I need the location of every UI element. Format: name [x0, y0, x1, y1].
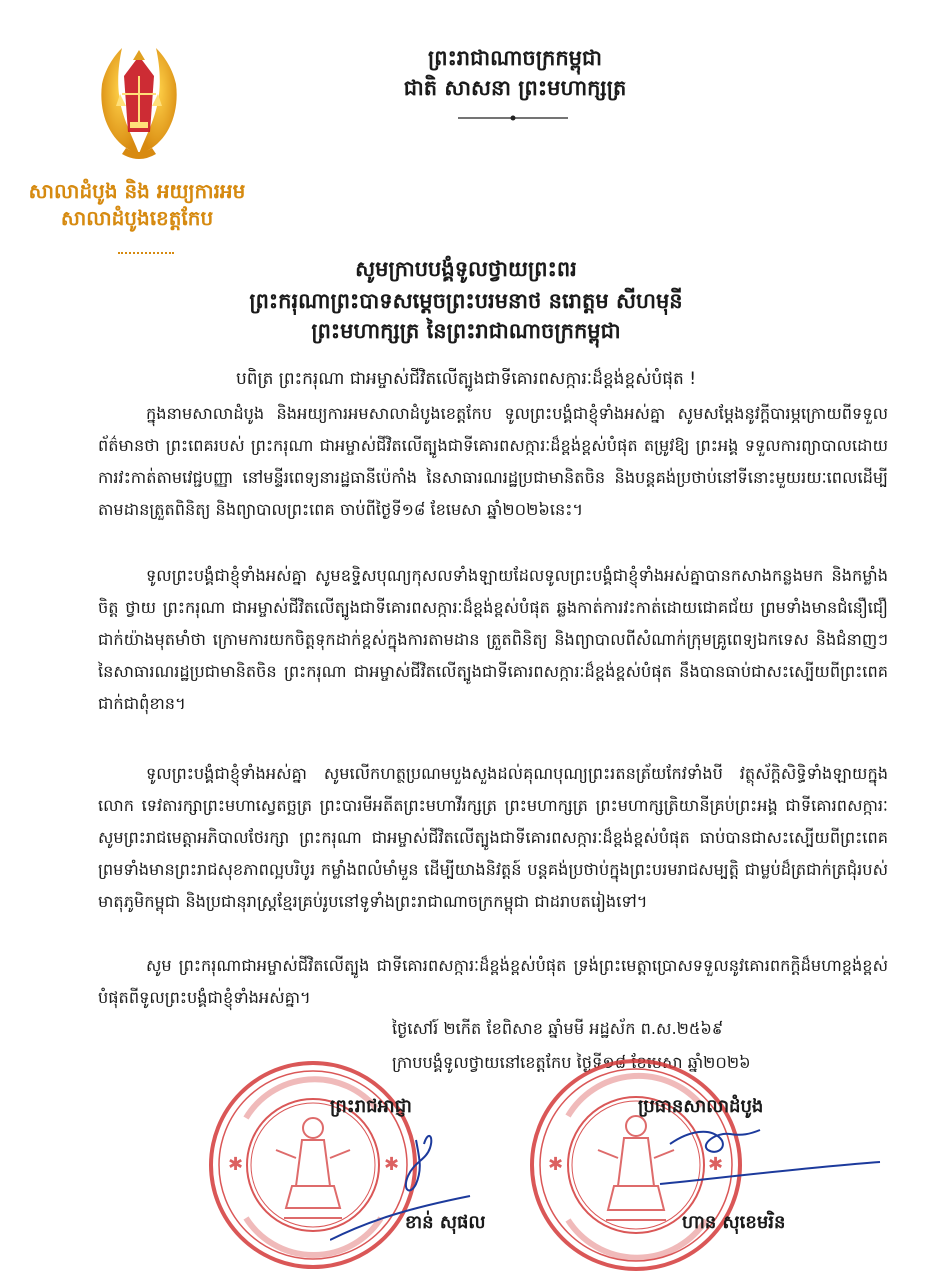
national-motto: ជាតិ សាសនា ព្រះមហាក្សត្រ: [403, 76, 627, 100]
body-paragraph-3: ទូលព្រះបង្គំជាខ្ញុំទាំងអស់គ្នា សូមលើកហត្ថប្រណមបួងសួងដល់គុណបុណ្យព្រះរតនត្រ័យកែវទាំងបី វត្ថុស័ក្តិសិទ្ធិទាំងឡាយក្នុងលោក ទេវតារក្សាព្រះមហាស្វេតច្ឆត្រ ព្រះបារមីអតីតព្រះមហាវីរក្សត្រ ព្រះមហាក្សត្រ ព្រះមហាក្សត្រិយានីគ្រប់ព្រះអង្គ ជាទីគោរពសក្ការៈ សូមព្រះរាជមេត្តាអភិបាលថែរក្សា ព្រះករុណា ជាអម្ចាស់ជីវិតលើត្បូងជាទីគោរពសក្ការៈដ៏ខ្ពង់ខ្ពស់បំផុត ធាប់បានជាសះស្បើយពីព្រះពេគ ព្រមទាំងមានព្រះរាជសុខភាពល្អបរិបូរ កម្លាំងពលំមាំមួន ដើម្បីយាងនិវត្តន៍ បន្តគង់ប្រថាប់ក្នុងព្រះបរមរាជសម្បត្តិ ជាម្លប់ដ៏ត្រជាក់ត្រជុំរបស់មាតុភូមិកម្ពុជា និងប្រជានុរាស្ត្រខ្មែរគ្រប់រូបនៅទូទាំងព្រះរាជាណាចក្រកម្ពុជា ជាដរាបតរៀងទៅ។: [98, 764, 888, 911]
prosecutor-title: ព្រះរាជអាជ្ញា: [330, 1096, 412, 1117]
lunar-date: ថ្ងៃសៅរ៍ ២កើត ខែពិសាខ ឆ្នាំមមី អដ្ឋស័ក ព.ស.២៥៦៩: [392, 1019, 724, 1038]
body-paragraph-1: ក្នុងនាមសាលាដំបូង និងអយ្យការអមសាលាដំបូងខេត្តកែប ទូលព្រះបង្គំជាខ្ញុំទាំងអស់គ្នា សូមសម្តែងនូវក្តីបារម្ភក្រោយពីទទួលព័ត៌មានថា ព្រះពេគរបស់ ព្រះករុណា ជាអម្ចាស់ជីវិតលើត្បូងជាទីគោរពសក្ការៈដ៏ខ្ពង់ខ្ពស់បំផុត តម្រូវឱ្យ ព្រះអង្គ ទទួលការព្យាបាលដោយការវះកាត់តាមវេជ្ជបញ្ញា នៅមន្ទីរពេទ្យនារដ្ឋធានីប៉េកាំង នៃសាធារណរដ្ឋប្រជាមានិតចិន និងបន្តគង់ប្រថាប់នៅទីនោះមួយរយៈពេលដើម្បី តាមដានត្រួតពិនិត្យ និងព្យាបាលព្រះពេគ ចាប់ពីថ្ងៃទី១៨ ខែមេសា ឆ្នាំ២០២៦នេះ។: [98, 404, 888, 519]
body-paragraph-4: សូម ព្រះករុណាជាអម្ចាស់ជីវិតលើត្បូង ជាទីគោរពសក្ការៈដ៏ខ្ពង់ខ្ពស់បំផុត ទ្រង់ព្រះមេត្តាប្រោសទទួលនូវគោរពកក្តិដ៏មហាខ្ពង់ខ្ពស់បំផុតពីទូលព្រះបង្គំជាខ្ញុំទាំងអស់គ្នា។: [98, 956, 888, 1007]
salutation-line3: ព្រះមហាក្សត្រ នៃព្រះរាជាណាចក្រកម្ពុជា: [311, 319, 621, 343]
solar-date: ក្រាបបង្គំទូលថ្វាយនៅខេត្តកែប ថ្ងៃទី១៨ ខែមេសា ឆ្នាំ២០២៦: [392, 1053, 751, 1072]
court-emblem-icon: [92, 36, 186, 166]
institution-name-line2: សាលាដំបូងខេត្តកែប: [60, 206, 214, 230]
salutation-line1: សូមក្រាបបង្គំទូលថ្វាយព្រះពរ: [355, 257, 577, 281]
prosecutor-name: ខាន់ សុផល: [405, 1212, 486, 1233]
svg-text:✱: ✱: [384, 1154, 400, 1175]
court-president-name: ហាន សុខេមរិន: [682, 1212, 786, 1233]
svg-text:✱: ✱: [228, 1154, 244, 1175]
institution-name-line1: សាលាដំបូង និង អយ្យការអម: [28, 179, 246, 203]
svg-text:✱: ✱: [708, 1154, 724, 1175]
salutation-line2: ព្រះករុណាព្រះបាទសម្តេចព្រះបរមនាថ នរោត្តម សីហមុនី: [249, 289, 683, 313]
svg-text:✱: ✱: [548, 1154, 564, 1175]
salutation-line4: បពិត្រ ព្រះករុណា ជាអម្ចាស់ជីវិតលើត្បូងជាទីគោរពសក្ការៈដ៏ខ្ពង់ខ្ពស់បំផុត !: [235, 369, 697, 389]
kingdom-title: ព្រះរាជាណាចក្រកម្ពុជា: [427, 46, 602, 70]
header-ornament-icon: [458, 115, 568, 121]
court-president-signature-icon: [600, 1104, 890, 1204]
body-paragraph-2: ទូលព្រះបង្គំជាខ្ញុំទាំងអស់គ្នា សូមឧទ្ទិសបុណ្យកុសលទាំងឡាយដែលទូលព្រះបង្គំជាខ្ញុំទាំងអស់គ្នាបានកសាងកន្លងមក និងកម្លាំងចិត្ត ថ្វាយ ព្រះករុណា ជាអម្ចាស់ជីវិតលើត្បូងជាទីគោរពសក្ការៈដ៏ខ្ពង់ខ្ពស់បំផុត ឆ្លងកាត់ការវះកាត់ដោយជោគជ័យ ព្រមទាំងមានជំនឿជឿជាក់យ៉ាងមុតមាំថា ក្រោមការយកចិត្តទុកដាក់ខ្ពស់ក្នុងការតាមដាន ត្រួតពិនិត្យ និងព្យាបាលពីសំណាក់ក្រុមគ្រូពេទ្យឯកទេស និងជំនាញៗនៃសាធារណរដ្ឋប្រជាមានិតចិន ព្រះករុណា ជាអម្ចាស់ជីវិតលើត្បូងជាទីគោរពសក្ការៈដ៏ខ្ពង់ខ្ពស់បំផុត នឹងបានធាប់ជាសះស្បើយពីព្រះពេគជាក់ជាពុំខាន។: [98, 566, 888, 713]
court-president-title: ប្រធានសាលាដំបូង: [638, 1096, 764, 1117]
